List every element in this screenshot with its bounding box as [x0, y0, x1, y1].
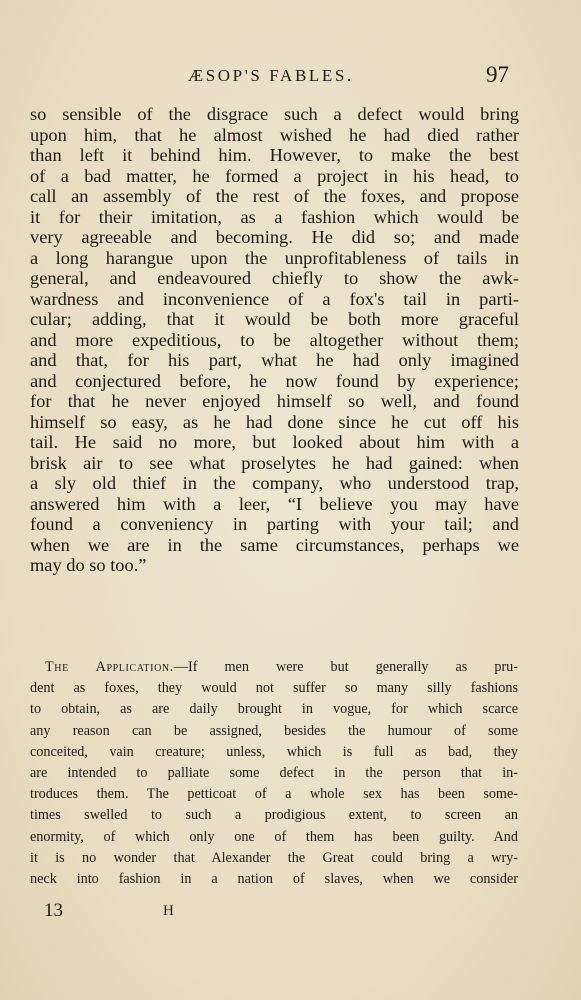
text-line: so sensible of the disgrace such a defect would bring: [30, 104, 519, 124]
text-line: and conjectured before, he now found by experience;: [30, 370, 519, 391]
signature-mark: H: [163, 903, 175, 919]
text-line: neck into fashion in a nation of slaves, when we consider: [30, 870, 518, 887]
text-line: wardness and inconvenience of a fox's tail in parti-: [30, 288, 519, 309]
application-first-line-text: —If men were but generally as pru-: [173, 659, 518, 675]
application-heading: The Application.: [45, 659, 174, 675]
text-line: than left it behind him. However, to make the best: [30, 145, 519, 165]
application-paragraph: [30, 657, 518, 890]
text-line: cular; adding, that it would be both more graceful: [30, 309, 519, 329]
text-line: it for their imitation, as a fashion which would be: [30, 206, 519, 227]
text-line: of a bad matter, he formed a project in his head, to: [30, 165, 519, 186]
text-line: found a conveniency in parting with your tail; and: [30, 514, 519, 534]
text-line: tail. He said no more, but looked about him with a: [30, 432, 519, 452]
running-title: ÆSOP'S FABLES.: [188, 66, 354, 85]
text-line: and more expeditious, to be altogether without them;: [30, 329, 519, 350]
running-head: [0, 62, 581, 92]
text-line: times swelled to such a prodigious extent, to screen an: [30, 807, 518, 824]
text-line: a sly old thief in the company, who understood trap,: [30, 473, 519, 493]
text-line: it is no wonder that Alexander the Great could bring a wry-: [30, 849, 518, 866]
text-line: dent as foxes, they would not suffer so many silly fashions: [30, 680, 518, 697]
text-line: very agreeable and becoming. He did so; and made: [30, 227, 519, 247]
text-line: when we are in the same circumstances, perhaps we: [30, 534, 519, 555]
text-line: call an assembly of the rest of the foxes, and propose: [30, 186, 519, 206]
text-line: any reason can be assigned, besides the humour of some: [30, 722, 518, 739]
text-line: conceited, vain creature; unless, which is full as bad, they: [30, 743, 518, 760]
text-line: are intended to palliate some defect in the person that in-: [30, 764, 518, 781]
signature-line: [44, 900, 244, 924]
text-line: brisk air to see what proselytes he had gained: when: [30, 452, 519, 473]
text-line: and that, for his part, what he had only imagined: [30, 350, 519, 370]
text-line: may do so too.”: [30, 555, 147, 575]
text-line: troduces them. The petticoat of a whole sex has been some-: [30, 786, 518, 803]
page-number: 97: [486, 62, 509, 87]
text-line: for that he never enjoyed himself so well, and found: [30, 391, 519, 411]
fable-body: [30, 104, 519, 576]
text-line: answered him with a leer, “I believe you may have: [30, 493, 519, 514]
text-line: himself so easy, as he had done since he cut off his: [30, 411, 519, 432]
application-first-line: [30, 657, 518, 678]
sheet-number: 13: [44, 900, 63, 921]
text-line: to obtain, as are daily brought in vogue, for which scarce: [30, 701, 518, 718]
text-line: enormity, of which only one of them has been guilty. And: [30, 828, 518, 845]
text-line: a long harangue upon the unprofitableness of tails in: [30, 247, 519, 268]
text-line: upon him, that he almost wished he had died rather: [30, 124, 519, 145]
text-line: general, and endeavoured chiefly to show the awk-: [30, 268, 519, 288]
